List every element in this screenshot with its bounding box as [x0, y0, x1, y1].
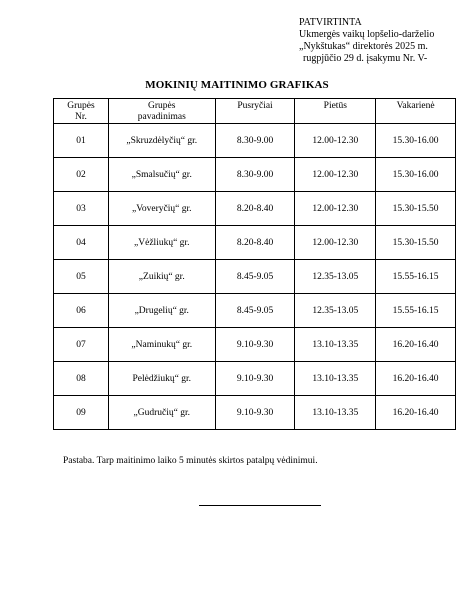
breakfast-cell: 8.45-9.05	[215, 260, 295, 294]
header-group-number-line2: Nr.	[75, 112, 87, 122]
table-row	[54, 362, 456, 396]
group-name-cell: „Skruzdėlyčių“ gr.	[108, 124, 215, 158]
group-name-cell: „Drugelių“ gr.	[108, 294, 215, 328]
group-number-cell: 06	[54, 294, 109, 328]
header-breakfast: Pusryčiai	[215, 99, 295, 124]
breakfast-cell: 8.20-8.40	[215, 192, 295, 226]
dinner-cell: 15.55-16.15	[376, 294, 456, 328]
table-row	[54, 396, 456, 430]
group-name-cell: „Zuikių“ gr.	[108, 260, 215, 294]
breakfast-cell: 8.20-8.40	[215, 226, 295, 260]
lunch-cell: 12.00-12.30	[295, 192, 376, 226]
group-name-cell: „Voveryčių“ gr.	[108, 192, 215, 226]
approval-block	[299, 17, 434, 65]
dinner-cell: 15.30-15.50	[376, 226, 456, 260]
dinner-cell: 16.20-16.40	[376, 362, 456, 396]
table-row	[54, 192, 456, 226]
group-number-cell: 04	[54, 226, 109, 260]
table-row	[54, 124, 456, 158]
document-title: MOKINIŲ MAITINIMO GRAFIKAS	[145, 79, 329, 91]
header-group-number	[54, 99, 109, 124]
table-row	[54, 328, 456, 362]
group-name-cell: „Smalsučių“ gr.	[108, 158, 215, 192]
header-group-name-line2: pavadinimas	[137, 112, 186, 122]
lunch-cell: 13.10-13.35	[295, 396, 376, 430]
lunch-cell: 12.35-13.05	[295, 294, 376, 328]
breakfast-cell: 9.10-9.30	[215, 328, 295, 362]
dinner-cell: 15.30-15.50	[376, 192, 456, 226]
header-group-number-line1: Grupės	[67, 101, 95, 111]
breakfast-cell: 8.30-9.00	[215, 158, 295, 192]
header-lunch: Pietūs	[295, 99, 376, 124]
approval-director: „Nykštukas“ direktorės 2025 m.	[299, 41, 428, 52]
footnote: Pastaba. Tarp maitinimo laiko 5 minutės skirtos patalpų vėdinimui.	[63, 456, 318, 466]
approval-heading: PATVIRTINTA	[299, 17, 362, 28]
group-number-cell: 02	[54, 158, 109, 192]
approval-institution: Ukmergės vaikų lopšelio-darželio	[299, 29, 435, 40]
lunch-cell: 13.10-13.35	[295, 362, 376, 396]
meal-schedule-table	[53, 98, 456, 430]
breakfast-cell: 9.10-9.30	[215, 362, 295, 396]
group-name-cell: „Vėžliukų“ gr.	[108, 226, 215, 260]
breakfast-cell: 8.45-9.05	[215, 294, 295, 328]
dinner-cell: 15.30-16.00	[376, 158, 456, 192]
group-number-cell: 01	[54, 124, 109, 158]
breakfast-cell: 8.30-9.00	[215, 124, 295, 158]
dinner-cell: 15.30-16.00	[376, 124, 456, 158]
header-dinner: Vakarienė	[376, 99, 456, 124]
lunch-cell: 12.00-12.30	[295, 124, 376, 158]
group-number-cell: 09	[54, 396, 109, 430]
group-name-cell: „Naminukų“ gr.	[108, 328, 215, 362]
group-name-cell: Pelėdžiukų“ gr.	[108, 362, 215, 396]
table-header-row	[54, 99, 456, 124]
group-number-cell: 05	[54, 260, 109, 294]
dinner-cell: 16.20-16.40	[376, 396, 456, 430]
table-row	[54, 158, 456, 192]
table-row	[54, 226, 456, 260]
approval-order: rugpjūčio 29 d. įsakymu Nr. V-	[303, 53, 428, 64]
group-name-cell: „Gudručių“ gr.	[108, 396, 215, 430]
lunch-cell: 12.35-13.05	[295, 260, 376, 294]
breakfast-cell: 9.10-9.30	[215, 396, 295, 430]
group-number-cell: 03	[54, 192, 109, 226]
group-number-cell: 08	[54, 362, 109, 396]
header-group-name-line1: Grupės	[148, 101, 176, 111]
group-number-cell: 07	[54, 328, 109, 362]
dinner-cell: 15.55-16.15	[376, 260, 456, 294]
lunch-cell: 13.10-13.35	[295, 328, 376, 362]
table-row	[54, 260, 456, 294]
dinner-cell: 16.20-16.40	[376, 328, 456, 362]
signature-line	[199, 505, 321, 506]
lunch-cell: 12.00-12.30	[295, 226, 376, 260]
table-row	[54, 294, 456, 328]
lunch-cell: 12.00-12.30	[295, 158, 376, 192]
header-group-name	[108, 99, 215, 124]
